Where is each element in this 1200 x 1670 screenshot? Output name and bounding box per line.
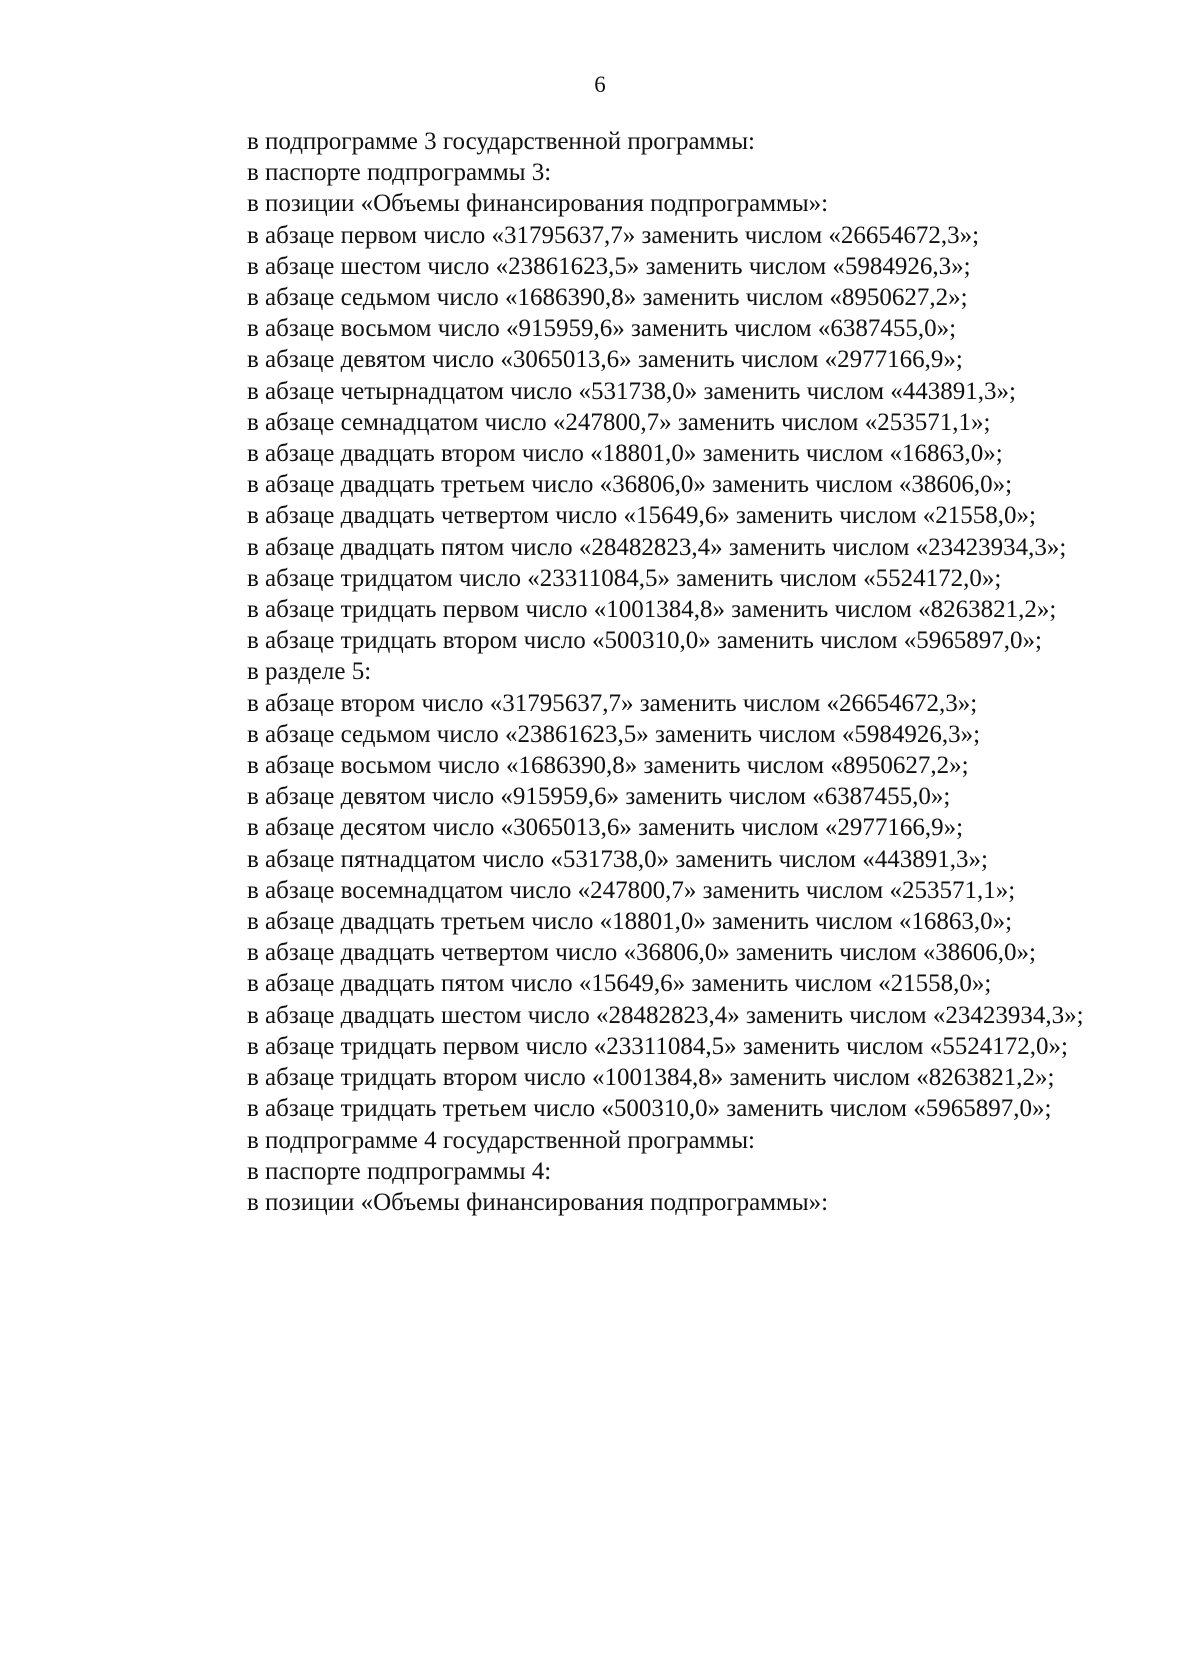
paragraph: в абзаце пятнадцатом число «531738,0» заменить числом «443891,3»;: [247, 845, 988, 873]
paragraph: в абзаце двадцать третьем число «36806,0» заменить числом «38606,0»;: [247, 471, 1013, 499]
paragraph: в абзаце седьмом число «1686390,8» заменить числом «8950627,2»;: [247, 284, 968, 312]
paragraph: в абзаце четырнадцатом число «531738,0» заменить числом «443891,3»;: [247, 377, 1016, 405]
paragraph: в абзаце двадцать пятом число «28482823,4» заменить числом «23423934,3»;: [247, 533, 1067, 561]
paragraph: в абзаце восемнадцатом число «247800,7» заменить числом «253571,1»;: [247, 876, 1016, 904]
paragraph: в абзаце первом число «31795637,7» заменить числом «26654672,3»;: [247, 221, 980, 249]
paragraph: в абзаце двадцать четвертом число «15649,6» заменить числом «21558,0»;: [247, 502, 1037, 530]
paragraph: в абзаце двадцать четвертом число «36806,0» заменить числом «38606,0»;: [247, 939, 1037, 967]
paragraph: в абзаце седьмом число «23861623,5» заменить числом «5984926,3»;: [247, 720, 981, 748]
document-body: [182, 126, 1086, 1218]
paragraph: в абзаце девятом число «3065013,6» заменить числом «2977166,9»;: [247, 346, 963, 374]
paragraph: в абзаце двадцать пятом число «15649,6» заменить числом «21558,0»;: [247, 970, 992, 998]
paragraph: в абзаце восьмом число «915959,6» заменить числом «6387455,0»;: [247, 315, 957, 343]
paragraph: в абзаце тридцать третьем число «500310,0» заменить числом «5965897,0»;: [247, 1095, 1052, 1123]
paragraph: в паспорте подпрограммы 3:: [247, 159, 552, 187]
paragraph: в абзаце восьмом число «1686390,8» заменить числом «8950627,2»;: [247, 752, 969, 780]
paragraph: в паспорте подпрограммы 4:: [247, 1157, 552, 1185]
paragraph: в абзаце двадцать втором число «18801,0» заменить числом «16863,0»;: [247, 440, 1003, 468]
paragraph: в абзаце тридцатом число «23311084,5» заменить числом «5524172,0»;: [247, 564, 1002, 592]
paragraph: в абзаце втором число «31795637,7» заменить числом «26654672,3»;: [247, 689, 978, 717]
paragraph: в абзаце тридцать втором число «1001384,8» заменить числом «8263821,2»;: [247, 1064, 1055, 1092]
paragraph: в абзаце семнадцатом число «247800,7» заменить числом «253571,1»;: [247, 408, 991, 436]
page-number: 6: [594, 72, 606, 97]
paragraph: в разделе 5:: [247, 658, 372, 686]
paragraph: в абзаце двадцать третьем число «18801,0» заменить числом «16863,0»;: [247, 908, 1013, 936]
paragraph: в абзаце двадцать шестом число «28482823,4» заменить числом «23423934,3»;: [247, 1001, 1084, 1029]
paragraph: в абзаце девятом число «915959,6» заменить числом «6387455,0»;: [247, 783, 951, 811]
paragraph: в абзаце тридцать втором число «500310,0» заменить числом «5965897,0»;: [247, 627, 1042, 655]
paragraph: в абзаце шестом число «23861623,5» заменить числом «5984926,3»;: [247, 252, 971, 280]
paragraph: в подпрограмме 4 государственной программы:: [247, 1126, 755, 1154]
paragraph: в абзаце тридцать первом число «1001384,8» заменить числом «8263821,2»;: [247, 596, 1057, 624]
paragraph: в позиции «Объемы финансирования подпрограммы»:: [247, 190, 829, 218]
paragraph: в абзаце тридцать первом число «23311084,5» заменить числом «5524172,0»;: [247, 1032, 1068, 1060]
paragraph: в позиции «Объемы финансирования подпрограммы»:: [247, 1188, 829, 1216]
paragraph: в абзаце десятом число «3065013,6» заменить числом «2977166,9»;: [247, 814, 964, 842]
paragraph: в подпрограмме 3 государственной программы:: [247, 128, 755, 155]
